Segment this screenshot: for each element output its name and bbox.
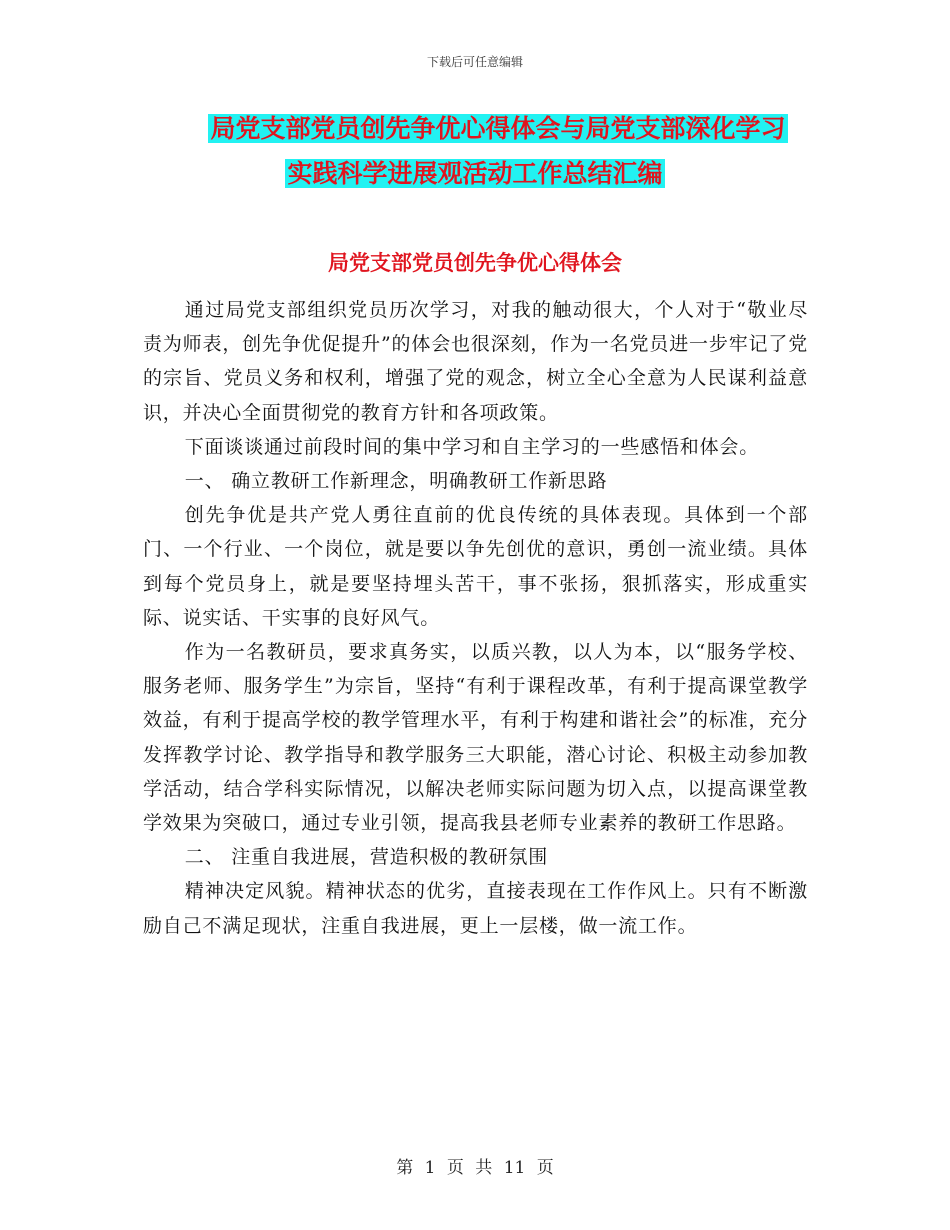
document-body [143, 293, 808, 943]
paragraph: 精神决定风貌。精神状态的优劣，直接表现在工作作风上。只有不断激励自己不满足现状，注重自我进展，更上一层楼，做一流工作。 [143, 880, 808, 937]
paragraph: 通过局党支部组织党员历次学习，对我的触动很大，个人对于“敬业尽责为师表，创先争优促提升”的体会也很深刻，作为一名党员进一步牢记了党的宗旨、党员义务和权利，增强了党的观念，树立全心全意为人民谋利益意识，并决心全面贯彻党的教育方针和各项政策。 [143, 299, 808, 424]
paragraph: 创先争优是共产党人勇往直前的优良传统的具体表现。具体到一个部门、一个行业、一个岗位，就是要以争先创优的意识，勇创一流业绩。具体到每个党员身上，就是要坚持埋头苦干，事不张扬，狠抓落实，形成重实际、说实话、干实事的良好风气。 [143, 504, 808, 629]
subheading: 二、 注重自我进展，营造积极的教研氛围 [184, 846, 549, 869]
main-title-line-1 [0, 112, 950, 146]
subheading: 一、 确立教研工作新理念，明确教研工作新思路 [184, 470, 608, 493]
paragraph: 下面谈谈通过前段时间的集中学习和自主学习的一些感悟和体会。 [184, 435, 759, 458]
main-title-line-2 [0, 157, 950, 191]
section-title: 局党支部党员创先争优心得体会 [328, 250, 622, 275]
header-note: 下载后可任意编辑 [426, 55, 523, 69]
page-footer: 第 1 页 共 11 页 [396, 1158, 554, 1178]
main-title-line-1-text: 局党支部党员创先争优心得体会与局党支部深化学习 [210, 114, 786, 143]
paragraph: 作为一名教研员，要求真务实，以质兴教，以人为本，以“服务学校、服务老师、服务学生”为宗旨，坚持“有利于课程改革，有利于提高课堂教学效益，有利于提高学校的教学管理水平，有利于构建和谐社会”的标准，充分发挥教学讨论、教学指导和教学服务三大职能，潜心讨论、积极主动参加教学活动，结合学科实际情况，以解决老师实际问题为切入点，以提高课堂教学效果为突破口，通过专业引领，提高我县老师专业素养的教研工作思路。 [143, 641, 808, 835]
main-title-line-2-text: 实践科学进展观活动工作总结汇编 [287, 159, 663, 188]
